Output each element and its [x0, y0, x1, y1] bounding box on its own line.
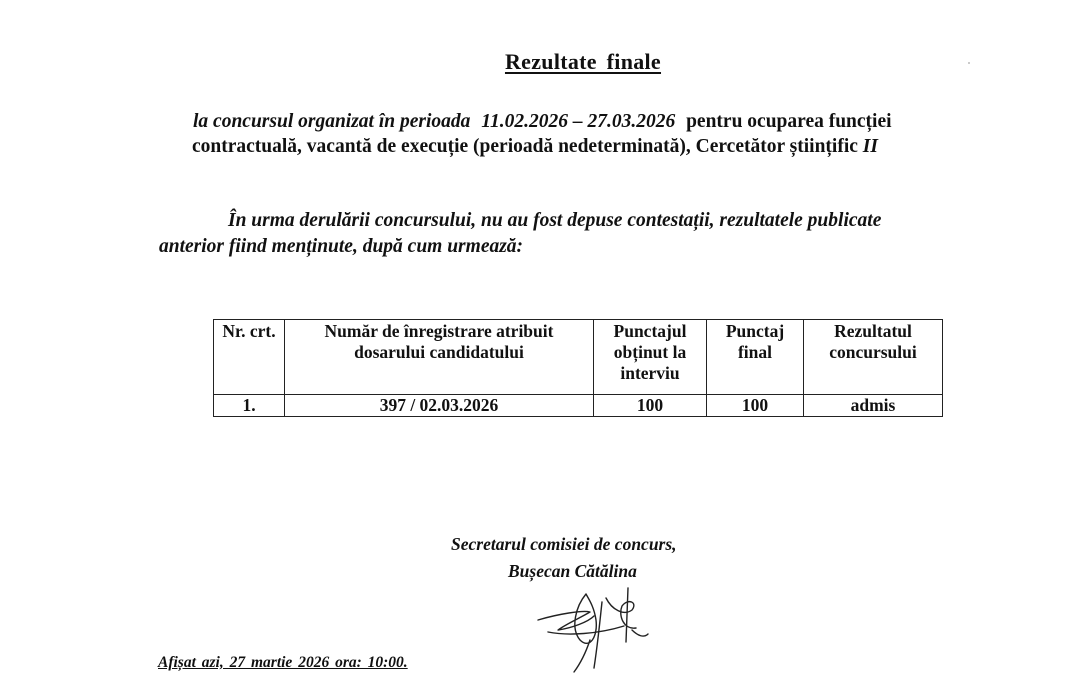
signature-name: Bușecan Cătălina — [508, 561, 637, 581]
header-final-score: Punctaj final — [707, 320, 804, 395]
paragraph-line-1: În urma derulării concursului, nu au fost depuse contestații, rezultatele publicate — [228, 210, 882, 231]
posted-note: Afișat azi, 27 martie 2026 ora: 10:00. — [158, 654, 408, 671]
header-interview-score: Punctajul obținut la interviu — [594, 320, 707, 395]
signature-role: Secretarul comisiei de concurs, — [451, 534, 677, 554]
intro-grade: II — [862, 136, 878, 157]
scan-speck — [968, 62, 970, 64]
cell-final-score: 100 — [707, 395, 804, 417]
intro-line2-text: contractuală, vacantă de execuție (perioadă nedeterminată), Cercetător științific — [192, 136, 858, 157]
cell-registration: 397 / 02.03.2026 — [285, 395, 594, 417]
results-table — [213, 319, 943, 417]
handwritten-signature — [528, 580, 658, 675]
intro-italic-text: la concursul organizat în perioada — [193, 111, 471, 132]
header-result: Rezultatul concursului — [804, 320, 943, 395]
cell-interview-score: 100 — [594, 395, 707, 417]
intro-line-2 — [192, 136, 878, 158]
cell-result: admis — [804, 395, 943, 417]
cell-nr: 1. — [214, 395, 285, 417]
table-header-row — [214, 320, 943, 395]
table-row — [214, 395, 943, 417]
header-nr-crt: Nr. crt. — [214, 320, 285, 395]
intro-line-1 — [193, 111, 892, 133]
document-title: Rezultate finale — [504, 49, 662, 74]
paragraph-line-2: anterior fiind menținute, după cum urmează: — [159, 236, 524, 257]
intro-period: 11.02.2026 – 27.03.2026 — [481, 111, 676, 132]
header-registration-number: Număr de înregistrare atribuit dosarului candidatului — [285, 320, 594, 395]
intro-line1-rest: pentru ocuparea funcției — [686, 111, 892, 132]
